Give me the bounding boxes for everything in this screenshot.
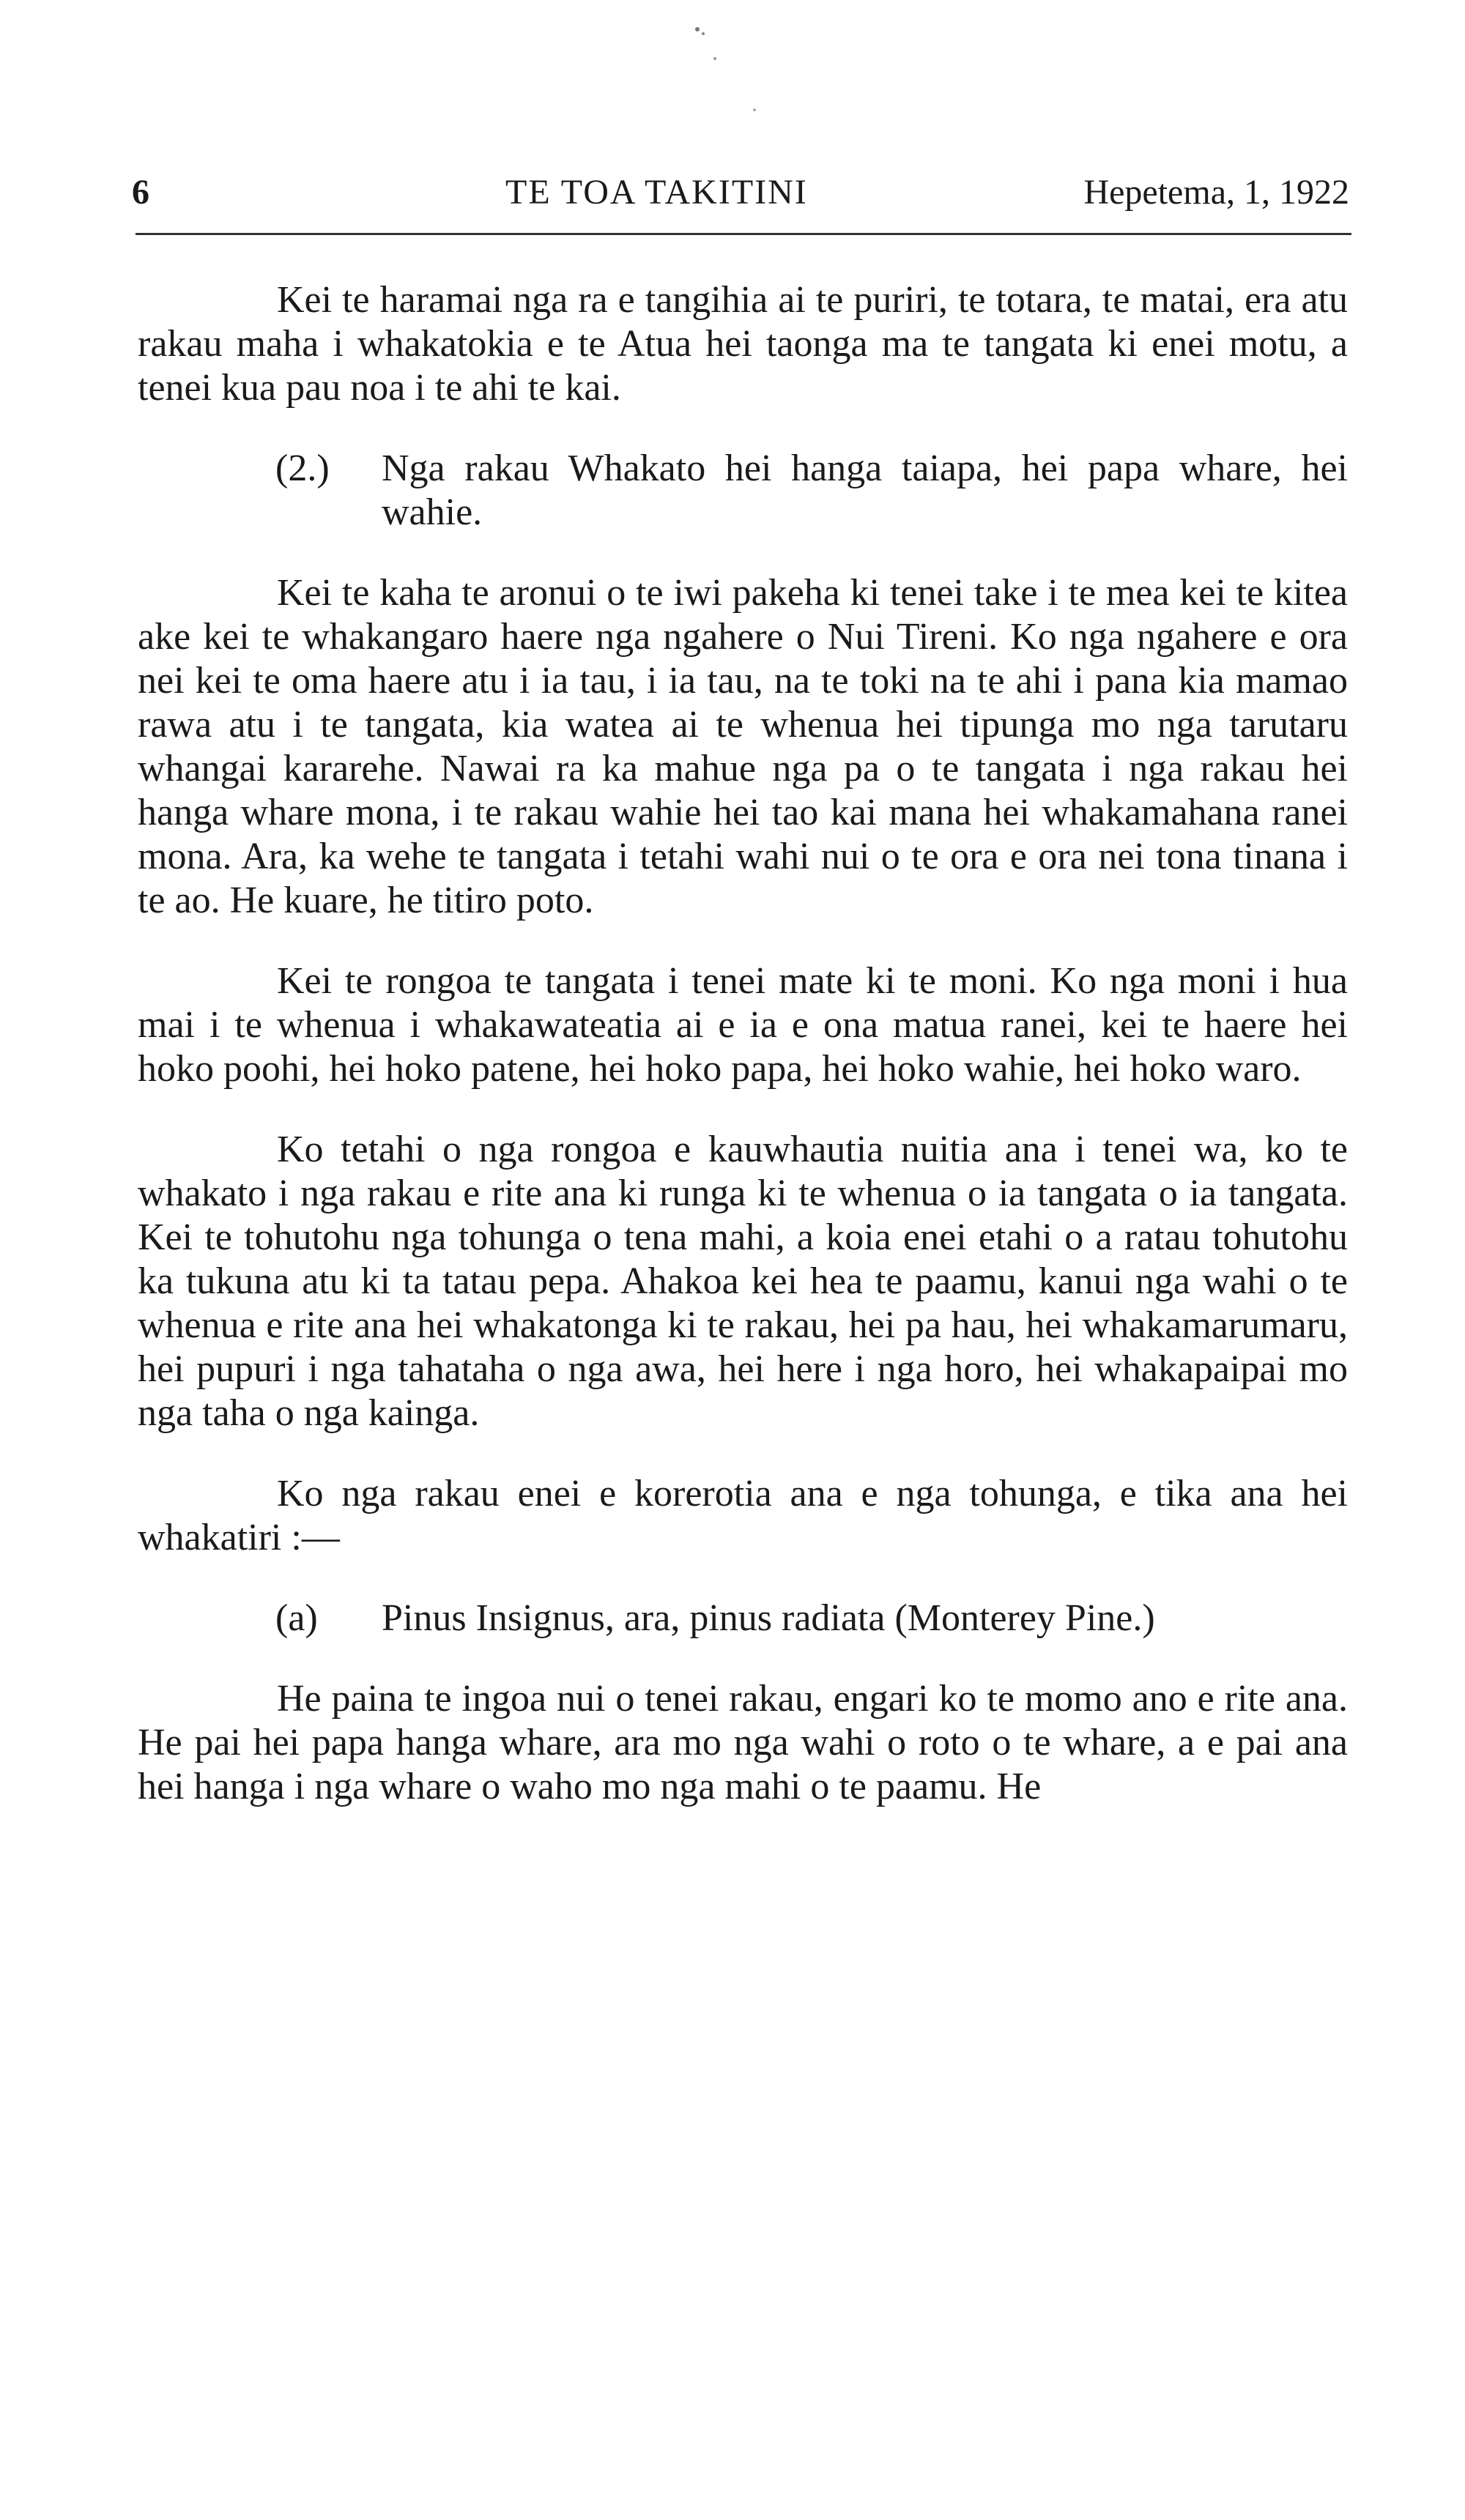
list-item-label: (2.) (275, 447, 330, 489)
paragraph-1: Kei te haramai nga ra e tangihia ai te puriri, te totara, te matai, era atu rakau maha i whakatokia e te Atua hei taonga ma te tangata ki enei motu, a tenei kua pau noa i te ahi te kai. (138, 279, 1348, 409)
page-header (132, 167, 1349, 218)
page-number: 6 (132, 173, 149, 212)
list-item-2 (138, 447, 1348, 535)
article-body (138, 278, 1348, 1846)
paragraph-6: He paina te ingoa nui o tenei rakau, engari ko te momo ano e rite ana. He pai hei papa hanga whare, ara mo nga wahi o roto o te whare, a e pai ana hei hanga i nga whare o waho mo nga mahi o te paamu. He (138, 1678, 1348, 1807)
scan-specks (0, 0, 1465, 146)
journal-title: TE TOA TAKITINI (505, 173, 808, 212)
header-rule (136, 233, 1351, 235)
paragraph-5: Ko nga rakau enei e korerotia ana e nga tohunga, e tika ana hei whakatiri :— (138, 1473, 1348, 1558)
paragraph-3: Kei te rongoa te tangata i tenei mate ki te moni. Ko nga moni i hua mai i te whenua i whakawateatia ai e ia e ona matua ranei, kei te haere hei hoko poohi, hei hoko patene, hei hoko papa, hei hoko wahie, hei hoko waro. (138, 960, 1348, 1090)
list-item-text: Pinus Insignus, ara, pinus radiata (Monterey Pine.) (382, 1597, 1155, 1639)
list-item-label: (a) (275, 1597, 318, 1639)
list-item-a (138, 1597, 1348, 1640)
paragraph-2: Kei te kaha te aronui o te iwi pakeha ki tenei take i te mea kei te kitea ake kei te whakangaro haere nga ngahere o Nui Tireni. Ko nga ngahere e ora nei kei te oma haere atu i ia tau, i ia tau, na te toki na te ahi i pana kia mamao rawa atu i te tangata, kia watea ai te whenua hei tipunga mo nga tarutaru whangai kararehe. Nawai ra ka mahue nga pa o te tangata i nga rakau hei hanga whare mona, i te rakau wahie hei tao kai mana hei whakamahana ranei mona. Ara, ka wehe te tangata i tetahi wahi nui o te ora e ora nei tona tinana i te ao. He kuare, he titiro poto. (138, 572, 1348, 921)
issue-date: Hepetema, 1, 1922 (1083, 173, 1349, 212)
paragraph-4: Ko tetahi o nga rongoa e kauwhautia nuitia ana i tenei wa, ko te whakato i nga rakau e rite ana ki runga ki te whenua o ia tangata o ia tangata. Kei te tohutohu nga tohunga o tena mahi, a koia enei etahi o a ratau tohutohu ka tukuna atu ki ta tatau pepa. Ahakoa kei hea te paamu, kanui nga wahi o te whenua e rite ana hei whakatonga ki te rakau, hei pa hau, hei whakamarumaru, hei pupuri i nga tahataha o nga awa, hei here i nga horo, hei whakapaipai mo nga taha o nga kainga. (138, 1129, 1348, 1434)
list-item-text: Nga rakau Whakato hei hanga taiapa, hei papa whare, hei wahie. (382, 447, 1348, 533)
